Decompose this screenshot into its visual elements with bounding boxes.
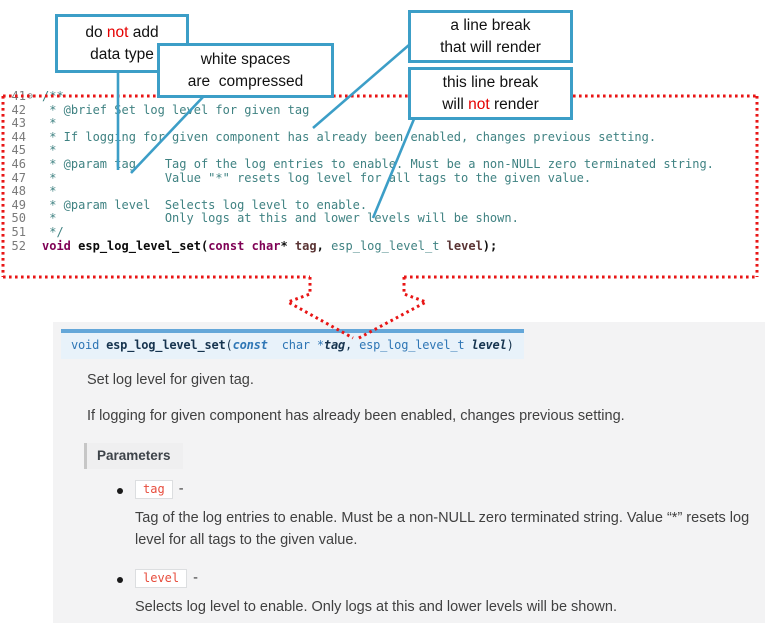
description-paragraph: If logging for given component has already been enabled, changes previous setting.	[87, 408, 625, 424]
parameter-name-chip: tag	[135, 480, 173, 499]
callout-text-line: data type	[90, 45, 154, 63]
callout-text-line: white spaces	[200, 51, 291, 69]
code-text: * @param tag Tag of the log entries to enable. Must be a non-NULL zero terminated string.	[42, 156, 714, 171]
line-number: 50	[11, 211, 26, 226]
fold-gutter-spacer	[27, 212, 37, 226]
fold-collapse-icon[interactable]: ⊖	[27, 91, 34, 102]
parameter-name-row	[135, 480, 747, 504]
code-text: *	[42, 143, 57, 158]
brief-paragraph: Set log level for given tag.	[87, 372, 254, 388]
fold-gutter-spacer	[27, 240, 37, 254]
code-line	[8, 104, 714, 118]
line-number: 44	[11, 129, 26, 144]
callout-text-line: that will render	[440, 38, 541, 56]
fold-gutter-spacer	[27, 158, 37, 172]
code-text: *	[42, 184, 57, 199]
code-text: void esp_log_level_set(const char* tag, esp_log_level_t level);	[42, 238, 498, 253]
bullet-icon	[117, 577, 123, 583]
function-signature-bar: void esp_log_level_set(const char *tag, esp_log_level_t level)	[61, 329, 524, 359]
parameter-item-level	[117, 569, 747, 619]
parameter-name-chip: level	[135, 569, 187, 588]
code-line	[8, 131, 714, 145]
code-line	[8, 199, 714, 213]
parameter-description: Tag of the log entries to enable. Must be a non-NULL zero terminated string. Value “*” resets log level for all tags to the given value.	[135, 510, 750, 548]
line-number: 42	[11, 102, 26, 117]
parameter-separator: -	[178, 481, 184, 497]
callout-line-break-not-render	[408, 67, 573, 120]
fold-gutter-spacer	[27, 104, 37, 118]
rendered-docs-panel	[53, 322, 765, 623]
code-line	[8, 212, 714, 226]
fold-gutter-spacer	[27, 144, 37, 158]
parameters-heading: Parameters	[84, 443, 183, 469]
callout-text-line: are compressed	[187, 72, 304, 90]
parameter-description: Selects log level to enable. Only logs at this and lower levels will be shown.	[135, 599, 617, 615]
code-text: */	[42, 224, 64, 239]
fold-gutter-spacer	[27, 131, 37, 145]
line-number: 41	[11, 89, 26, 103]
code-editor-excerpt	[8, 90, 714, 253]
code-text: * @brief Set log level for given tag	[42, 102, 310, 117]
code-line	[8, 117, 714, 131]
code-text: /**	[42, 89, 64, 103]
code-line	[8, 226, 714, 240]
line-number: 45	[11, 143, 26, 158]
fold-gutter-spacer	[27, 226, 37, 240]
code-text: * If logging for given component has already been enabled, changes previous setting.	[42, 129, 657, 144]
code-line	[8, 144, 714, 158]
fold-gutter-spacer	[27, 117, 37, 131]
code-text: * @param level Selects log level to enable.	[42, 197, 368, 212]
callout-line-break-renders	[408, 10, 573, 63]
code-text: * Value "*" resets log level for all tags to the given value.	[42, 170, 592, 185]
line-number: 51	[11, 224, 26, 239]
parameter-name-row	[135, 569, 747, 593]
code-text: *	[42, 116, 57, 131]
callout-text-line: will not render	[442, 95, 539, 113]
line-number: 47	[11, 170, 26, 185]
parameter-separator: -	[193, 570, 198, 586]
fold-gutter-spacer	[27, 185, 37, 199]
bullet-icon	[117, 488, 123, 494]
code-text: * Only logs at this and lower levels will be shown.	[42, 211, 519, 226]
line-number: 43	[11, 116, 26, 131]
code-line	[8, 172, 714, 186]
fold-gutter-spacer	[27, 199, 37, 213]
line-number: 52	[11, 238, 26, 253]
callout-white-spaces-compressed	[157, 43, 334, 98]
code-line	[8, 158, 714, 172]
callout-text-line: this line break	[442, 74, 539, 92]
line-number: 49	[11, 197, 26, 212]
parameter-item-tag	[117, 480, 750, 551]
fold-gutter-spacer	[27, 172, 37, 186]
line-number: 46	[11, 156, 26, 171]
callout-text-line: a line break	[450, 17, 531, 35]
callout-text-line: do not add	[85, 24, 159, 42]
code-line	[8, 185, 714, 199]
code-line	[8, 240, 714, 254]
line-number: 48	[11, 184, 26, 199]
code-line	[8, 90, 714, 104]
